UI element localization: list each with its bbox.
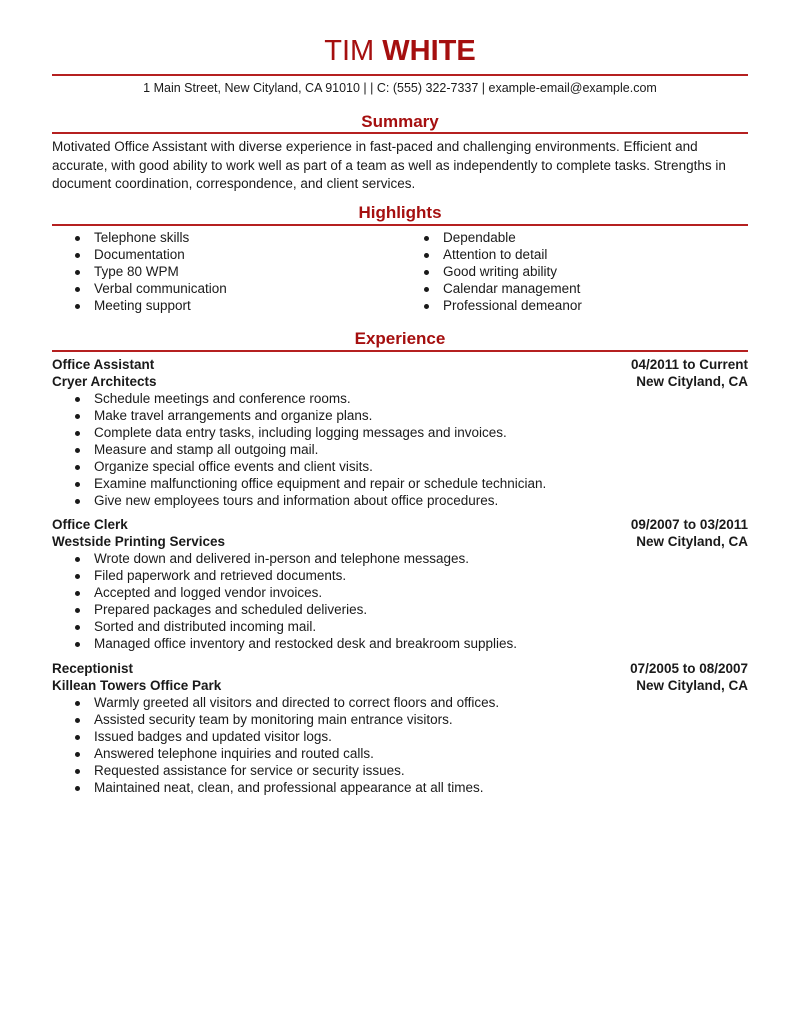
highlight-item-text: Verbal communication <box>94 281 227 296</box>
bullet-icon <box>75 718 80 723</box>
bullet-icon <box>75 431 80 436</box>
duty-item-text: Wrote down and delivered in-person and telephone messages. <box>94 551 469 566</box>
bullet-icon <box>75 304 80 309</box>
bullet-icon <box>424 236 429 241</box>
highlight-item <box>52 297 227 314</box>
job-duties-list <box>52 694 748 796</box>
bullet-icon <box>75 574 80 579</box>
job-header-row <box>52 677 748 694</box>
job-location: New Cityland, CA <box>636 374 748 389</box>
duty-item <box>52 601 748 618</box>
company-name: Cryer Architects <box>52 374 157 389</box>
duty-item <box>52 492 748 509</box>
job-dates: 07/2005 to 08/2007 <box>630 661 748 676</box>
highlight-item-text: Attention to detail <box>443 247 548 262</box>
highlights-heading: Highlights <box>358 203 442 222</box>
contact-info: 1 Main Street, New Cityland, CA 91010 | | C: (555) 322-7337 | example-email@example.com <box>143 81 657 95</box>
bullet-icon <box>75 608 80 613</box>
bullet-icon <box>424 253 429 258</box>
job-title: Office Clerk <box>52 517 128 532</box>
bullet-icon <box>75 287 80 292</box>
highlight-item-text: Dependable <box>443 230 516 245</box>
bullet-icon <box>75 642 80 647</box>
duty-item-text: Measure and stamp all outgoing mail. <box>94 442 319 457</box>
duty-item-text: Prepared packages and scheduled deliveries. <box>94 602 368 617</box>
highlight-item <box>401 246 582 263</box>
bullet-icon <box>75 448 80 453</box>
job-location: New Cityland, CA <box>636 678 748 693</box>
header-divider <box>52 74 748 76</box>
duty-item-text: Filed paperwork and retrieved documents. <box>94 568 347 583</box>
candidate-name <box>52 34 748 68</box>
highlights-left-list <box>52 229 227 314</box>
duty-item-text: Issued badges and updated visitor logs. <box>94 729 332 744</box>
highlight-item-text: Professional demeanor <box>443 298 582 313</box>
highlight-item <box>52 229 227 246</box>
highlight-item <box>401 229 582 246</box>
job-dates: 04/2011 to Current <box>630 357 748 372</box>
duty-item-text: Sorted and distributed incoming mail. <box>94 619 317 634</box>
experience-heading: Experience <box>354 329 446 348</box>
highlight-item <box>52 280 227 297</box>
bullet-icon <box>75 769 80 774</box>
duty-item <box>52 390 748 407</box>
bullet-icon <box>75 625 80 630</box>
bullet-icon <box>75 735 80 740</box>
bullet-icon <box>75 591 80 596</box>
duty-item <box>52 407 748 424</box>
highlight-item <box>401 263 582 280</box>
job-header-row <box>52 660 748 677</box>
job-entry <box>52 356 748 509</box>
job-entry <box>52 660 748 796</box>
duty-item-text: Complete data entry tasks, including logging messages and invoices. <box>94 425 507 440</box>
duty-item-text: Answered telephone inquiries and routed calls. <box>94 746 374 761</box>
bullet-icon <box>75 786 80 791</box>
job-duties-list <box>52 390 748 509</box>
job-dates: 09/2007 to 03/2011 <box>630 517 748 532</box>
duty-item-text: Organize special office events and client visits. <box>94 459 373 474</box>
bullet-icon <box>75 701 80 706</box>
duty-item <box>52 779 748 796</box>
duty-item <box>52 711 748 728</box>
bullet-icon <box>75 557 80 562</box>
summary-heading: Summary <box>361 112 439 131</box>
job-header-row <box>52 356 748 373</box>
duty-item-text: Assisted security team by monitoring main entrance visitors. <box>94 712 453 727</box>
highlight-item-text: Documentation <box>94 247 185 262</box>
highlights-right-list <box>401 229 582 314</box>
summary-text: Motivated Office Assistant with diverse experience in fast-paced and challenging environments. Efficient and accurate, with good ability to work well as part of a team as well as independently to complete tasks. Strengths in document coordination, correspondence, and client services. <box>52 139 726 191</box>
duty-item <box>52 550 748 567</box>
duty-item-text: Managed office inventory and restocked desk and breakroom supplies. <box>94 636 518 651</box>
bullet-icon <box>75 414 80 419</box>
highlights-divider <box>52 224 748 226</box>
bullet-icon <box>75 752 80 757</box>
bullet-icon <box>75 236 80 241</box>
bullet-icon <box>75 270 80 275</box>
highlight-item <box>401 297 582 314</box>
company-name: Killean Towers Office Park <box>52 678 222 693</box>
duty-item <box>52 618 748 635</box>
highlight-item-text: Good writing ability <box>443 264 558 279</box>
bullet-icon <box>424 287 429 292</box>
last-name: WHITE <box>382 35 476 67</box>
duty-item-text: Maintained neat, clean, and professional appearance at all times. <box>94 780 484 795</box>
job-title: Receptionist <box>52 661 134 676</box>
duty-item <box>52 728 748 745</box>
bullet-icon <box>75 499 80 504</box>
bullet-icon <box>424 270 429 275</box>
job-title: Office Assistant <box>52 357 155 372</box>
company-name: Westside Printing Services <box>52 534 226 549</box>
job-header-row <box>52 533 748 550</box>
duty-item <box>52 458 748 475</box>
summary-divider <box>52 132 748 134</box>
job-header-row <box>52 373 748 390</box>
duty-item <box>52 475 748 492</box>
bullet-icon <box>75 397 80 402</box>
duty-item <box>52 762 748 779</box>
duty-item <box>52 424 748 441</box>
duty-item-text: Examine malfunctioning office equipment and repair or schedule technician. <box>94 476 547 491</box>
job-header-row <box>52 516 748 533</box>
highlight-item-text: Calendar management <box>443 281 581 296</box>
duty-item <box>52 584 748 601</box>
bullet-icon <box>424 304 429 309</box>
highlight-item-text: Type 80 WPM <box>94 264 179 279</box>
highlight-item <box>52 246 227 263</box>
bullet-icon <box>75 465 80 470</box>
duty-item-text: Requested assistance for service or security issues. <box>94 763 405 778</box>
duty-item-text: Give new employees tours and information about office procedures. <box>94 493 499 508</box>
duty-item <box>52 567 748 584</box>
highlight-item-text: Meeting support <box>94 298 191 313</box>
duty-item-text: Schedule meetings and conference rooms. <box>94 391 351 406</box>
highlight-item-text: Telephone skills <box>94 230 190 245</box>
highlight-item <box>401 280 582 297</box>
job-entry <box>52 516 748 652</box>
first-name: TIM <box>324 35 375 67</box>
duty-item-text: Accepted and logged vendor invoices. <box>94 585 323 600</box>
job-location: New Cityland, CA <box>636 534 748 549</box>
bullet-icon <box>75 482 80 487</box>
duty-item <box>52 635 748 652</box>
job-duties-list <box>52 550 748 652</box>
duty-item <box>52 694 748 711</box>
duty-item-text: Warmly greeted all visitors and directed to correct floors and offices. <box>94 695 500 710</box>
experience-divider <box>52 350 748 352</box>
highlight-item <box>52 263 227 280</box>
bullet-icon <box>75 253 80 258</box>
duty-item-text: Make travel arrangements and organize plans. <box>94 408 373 423</box>
duty-item <box>52 745 748 762</box>
duty-item <box>52 441 748 458</box>
